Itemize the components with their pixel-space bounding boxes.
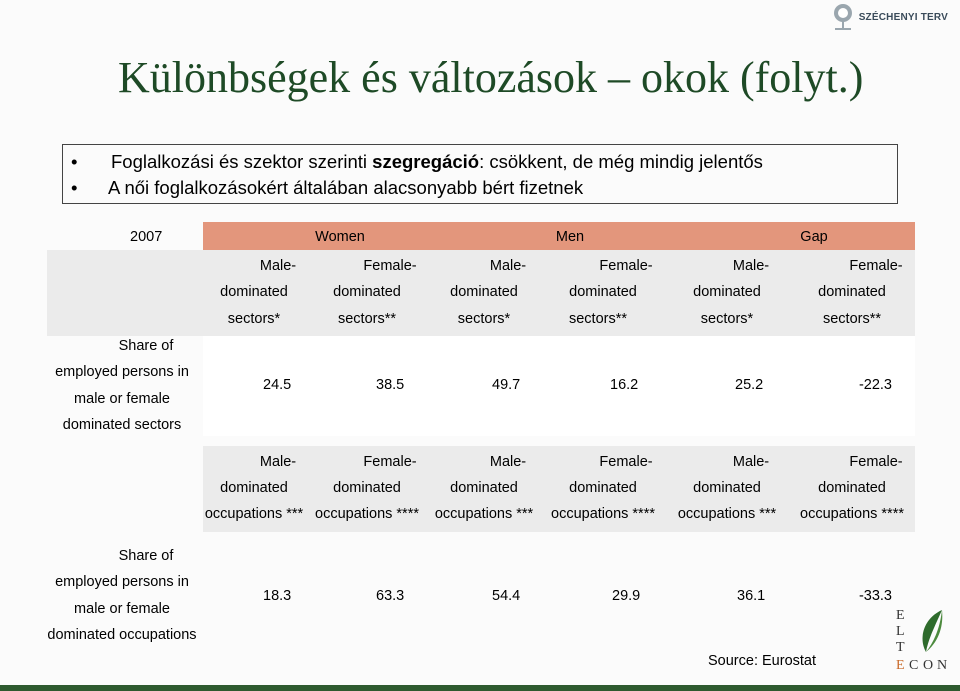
- occupation-header-line: dominated: [220, 480, 288, 496]
- sector-header-line: dominated: [220, 284, 288, 300]
- sector-header-line: Male-: [732, 258, 770, 274]
- econ-letter: N: [937, 658, 948, 673]
- sector-header-line: dominated: [569, 284, 637, 300]
- sector-header-line: Male-: [259, 258, 297, 274]
- row2-label-line: male or female: [74, 601, 170, 617]
- econ-letter: O: [923, 658, 934, 673]
- row1-value: -22.3: [858, 377, 892, 393]
- row2-value: -33.3: [858, 588, 892, 604]
- occupation-header-line: Male-: [732, 454, 770, 470]
- occupation-header-line: dominated: [569, 480, 637, 496]
- szechenyi-terv-logo: [831, 4, 948, 30]
- row2-value: 36.1: [737, 588, 766, 604]
- sector-header-line: dominated: [818, 284, 886, 300]
- occupation-header-line: occupations ***: [677, 506, 777, 522]
- group-men: Men: [555, 229, 585, 245]
- group-gap: Gap: [800, 229, 828, 245]
- sector-header-line: dominated: [333, 284, 401, 300]
- bullet-box: [62, 144, 898, 204]
- occupation-header-line: Female-: [599, 454, 653, 470]
- econ-letter: C: [909, 658, 919, 673]
- logo-text: SZÉCHENYI TERV: [858, 11, 948, 23]
- occupation-header-line: Male-: [259, 454, 297, 470]
- bullet-dot-icon: •: [71, 151, 78, 172]
- elte-econ-logo: [894, 608, 954, 684]
- bullet-text: Foglalkozási és szektor szerinti szegregáció: csökkent, de még mindig jelentős: [111, 151, 763, 172]
- occupation-header-line: Female-: [849, 454, 903, 470]
- sector-header-line: Female-: [849, 258, 903, 274]
- row1-values-cell: [203, 336, 915, 436]
- sector-header-line: Female-: [363, 258, 417, 274]
- row2-label-line: Share of: [118, 548, 174, 564]
- row1-value: 24.5: [263, 377, 292, 393]
- sector-header-line: sectors*: [700, 311, 754, 327]
- row2-value: 54.4: [492, 588, 521, 604]
- elte-letter: E: [896, 658, 905, 673]
- empty-corner-cell: [47, 250, 203, 336]
- elte-letter: T: [896, 640, 905, 655]
- bullet-dot-icon: •: [71, 177, 78, 198]
- row1-value: 16.2: [610, 377, 639, 393]
- page-title: Különbségek és változások – okok (folyt.): [118, 53, 864, 102]
- occupation-header-line: dominated: [818, 480, 886, 496]
- occupation-header-line: Male-: [489, 454, 527, 470]
- sector-header-line: sectors*: [227, 311, 281, 327]
- row1-label-line: employed persons in: [55, 364, 189, 380]
- sector-header-line: dominated: [693, 284, 761, 300]
- occupation-header-line: occupations ***: [434, 506, 534, 522]
- occupation-header-line: dominated: [450, 480, 518, 496]
- year-label: 2007: [130, 229, 163, 245]
- occupation-header-line: dominated: [333, 480, 401, 496]
- row2-value: 18.3: [263, 588, 292, 604]
- leaf-icon: [912, 608, 952, 654]
- occupation-header-line: occupations ****: [551, 506, 655, 522]
- row1-label-line: male or female: [74, 391, 170, 407]
- row2-label-line: dominated occupations: [47, 627, 197, 643]
- sector-header-cells: [203, 250, 915, 336]
- row1-value: 25.2: [735, 377, 764, 393]
- row2-value: 29.9: [612, 588, 641, 604]
- sector-header-line: dominated: [450, 284, 518, 300]
- sector-header-line: sectors**: [822, 311, 882, 327]
- occupation-header-line: occupations ****: [315, 506, 419, 522]
- bullet-text: A női foglalkozásokért általában alacsonyabb bért fizetnek: [108, 177, 584, 198]
- row1-label-line: dominated sectors: [62, 417, 182, 433]
- occupation-header-line: occupations ***: [204, 506, 304, 522]
- occupation-header-line: Female-: [363, 454, 417, 470]
- sector-header-line: sectors*: [457, 311, 511, 327]
- occupation-header-line: occupations ****: [800, 506, 904, 522]
- row1-value: 38.5: [376, 377, 405, 393]
- bottom-bar: [0, 685, 960, 691]
- source-note: Source: Eurostat: [708, 653, 816, 669]
- sector-header-line: sectors**: [568, 311, 628, 327]
- row2-value: 63.3: [376, 588, 405, 604]
- sector-header-line: sectors**: [337, 311, 397, 327]
- group-women: Women: [315, 229, 365, 245]
- row1-value: 49.7: [492, 377, 521, 393]
- occupation-header-line: dominated: [693, 480, 761, 496]
- location-pin-icon: [831, 3, 855, 31]
- row2-label-line: employed persons in: [55, 574, 189, 590]
- elte-letter: E: [896, 608, 905, 623]
- elte-letter: L: [896, 624, 905, 639]
- sector-header-line: Female-: [599, 258, 653, 274]
- sector-header-line: Male-: [489, 258, 527, 274]
- row1-label-line: Share of: [118, 338, 174, 354]
